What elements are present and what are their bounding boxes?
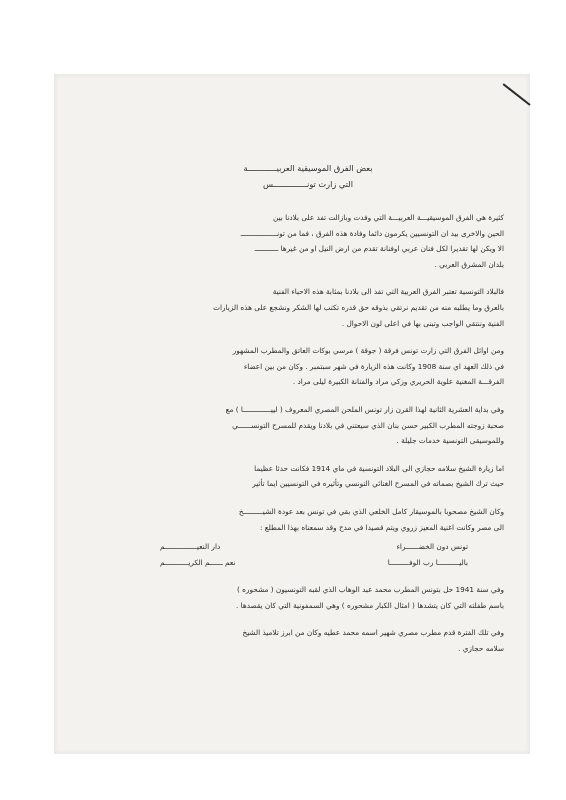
paragraph-4 [112,402,504,449]
paragraph-7 [112,582,504,613]
paragraph-3 [112,343,504,390]
text-line: بلدان المشرق العربي . [434,259,504,269]
text-line: وفي سنة 1941 حل بتونس المطرب محمد عبد الوهاب الذي لقبه التونسيون ( مشحوره ) [237,585,504,595]
text-line: باسم طفلته التي كان يتشدها ( امثال الكبار مشحوره ) وهي السمفونية التي كان يقصدها . [235,600,504,610]
text-line: وفي بداية العشرية الثانية لهذا القرن زار تونس الملحن المصري المعروف ( لييـــــــــــــا ) مع [225,404,504,414]
song-verses [112,539,504,570]
text-line: الحين والاخرى بيد ان التونسيين يكرمون دائما وفادة هذه الفرق ، فما من تونـــــــــــــــــ [240,228,504,238]
verse-second-hemistich: دار النعيـــــــــــــــم [160,542,221,552]
verse-first-hemistich: باليــــــــــا رب الوفـــــــــا [387,557,468,567]
text-line: الفرقـــة المغنية علوية الحريري وزكي مراد والفنانة الكبيرة ليلى مراد . [292,377,504,387]
paragraph-8 [112,625,504,656]
text-line: كثيرة هي الفرق الموسيقيـــة العربيـــة التي وفدت وبازالت تفد على بلادنا بين [273,213,504,222]
text-line: وكان الشيخ مصحوبا بالموسيقار كامل الخلعي الذي بقي في تونس بعد عودة الشيـــــــــخ [238,506,504,516]
title-line-1: بعض الفرق الموسيقية العربيــــــــــــة [243,163,373,173]
title-line-2: التي زارت تونــــــــــــــس [263,179,353,189]
document-title [112,160,504,192]
text-line: اما زيارة الشيخ سلامه حجازي الى البلاد التونسية في ماي 1914 فكانت حدثا عظيما [254,463,504,473]
verse-first-hemistich: تونس دون الخضــــــراء [396,542,468,552]
verse-second-hemistich: نعم ــــــم الكريـــــــــــم [160,557,236,567]
verse-row-2 [112,555,504,571]
text-line: الا ويكن لها تقديرا لكل فنان عربي اوفنانة تقدم من ارض النيل او من غيرها ـــــــــــ [254,244,504,254]
page-fold-mark [503,83,531,106]
text-line: وفي تلك الفترة قدم مطرب مصري شهير اسمه محمد عطيه وكان من ابرز تلاميذ الشيخ [242,628,504,638]
document-body [112,160,504,669]
verse-row-1 [112,539,504,555]
document-page [54,74,530,754]
text-line: سلامه حجازي . [458,644,504,654]
text-line: حيث ترك الشيخ بصماته في المسرح الغنائي التونسي وتأثيره في التونسيين ايما تأثير [252,479,504,489]
paragraph-6 [112,504,504,535]
text-line: ومن اوائل الفرق التي زارت تونس فرقة ( جوقة ) مرسي بوكات العاتق والمطرب المشهور [232,346,504,356]
text-line: صحبة زوجته المطرب الكبير حسن بنان الذي سيعتني في بلادنا ويقدم للمسرح التونســــــي [232,420,504,430]
paragraph-2 [112,284,504,331]
text-line: الفنية وننتقي الواجب وتبنى بها في اعلى لون الاحوال . [341,318,504,328]
text-line: وللموسيقى التونسية خدمات جليلة . [396,436,504,446]
paragraph-5 [112,461,504,492]
text-line: الى مصر وكانت اغنية المعيز زروي ويتم قصيدا في مدح وقد سمعناه بهذا المطلع : [259,522,504,532]
text-line: في ذلك العهد اي سنة 1908 وكانت هذه الزيارة في شهر سبتمبر . وكان من بين اعضاء [243,361,504,371]
text-line: فالبلاد التونسية تعتبر الفرق العربية التي تفد الى بلادنا بمثابة هذه الاحباء الفنية [272,287,504,297]
paragraph-1 [112,210,504,272]
text-line: بالعرق وما يطلبه منه من تقديم نرتقي بذوقه حق قدره تكتب لها الشكر ونشجع على هذه الزيارات [213,302,504,312]
